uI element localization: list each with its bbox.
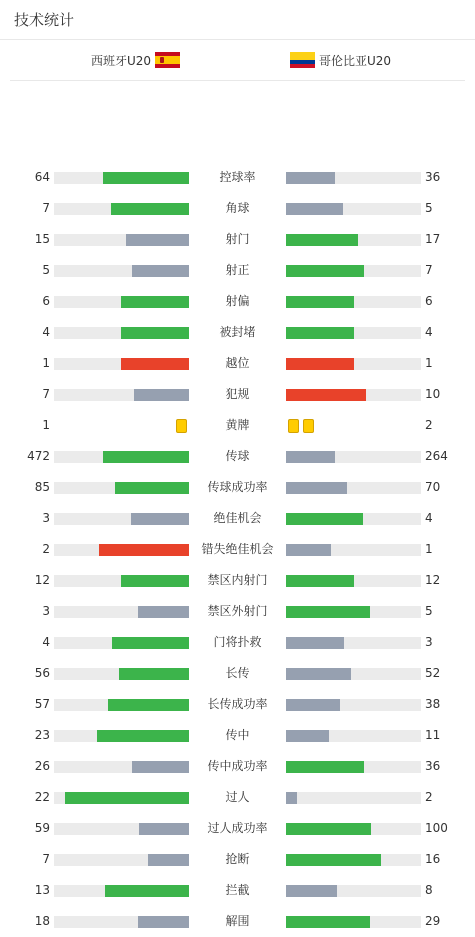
home-bar-track [54, 606, 189, 618]
home-bar-track [54, 296, 189, 308]
away-value: 100 [425, 821, 448, 835]
home-value: 3 [42, 511, 50, 525]
stat-row [0, 348, 475, 379]
home-bar-fill [103, 451, 189, 463]
away-value: 70 [425, 480, 441, 494]
away-value: 12 [425, 573, 441, 587]
home-bar-fill [121, 575, 189, 587]
away-value: 5 [425, 604, 433, 618]
home-value: 59 [34, 821, 50, 835]
away-bar-track [286, 792, 421, 804]
stat-label: 传中成功率 [207, 759, 268, 773]
away-bar-track [286, 730, 421, 742]
away-bar-fill [286, 203, 343, 215]
home-value: 15 [34, 232, 50, 246]
away-bar-track [286, 389, 421, 401]
away-bar-track [286, 668, 421, 680]
stat-label: 射偏 [225, 294, 250, 308]
stat-row [0, 627, 475, 658]
stat-row [0, 162, 475, 193]
away-bar-track [286, 513, 421, 525]
away-bar-fill [286, 296, 354, 308]
home-value: 2 [42, 542, 50, 556]
away-bar-fill [286, 916, 370, 928]
away-bar-track [286, 451, 421, 463]
home-value: 56 [34, 666, 50, 680]
home-bar-fill [108, 699, 189, 711]
away-bar-fill [286, 172, 335, 184]
stat-label: 禁区外射门 [207, 604, 268, 618]
away-bar-fill [286, 668, 351, 680]
home-value: 26 [34, 759, 50, 773]
away-bar-fill [286, 544, 331, 556]
yellow-card-icon [288, 419, 299, 433]
stat-label: 过人成功率 [207, 821, 268, 835]
away-bar-track [286, 172, 421, 184]
away-bar-fill [286, 451, 335, 463]
home-bar-fill [132, 761, 189, 773]
away-value: 1 [425, 542, 433, 556]
home-bar-track [54, 730, 189, 742]
home-bar-track [54, 234, 189, 246]
stat-label: 越位 [225, 356, 250, 370]
home-value: 3 [42, 604, 50, 618]
home-value: 64 [34, 170, 50, 184]
home-bar-track [54, 823, 189, 835]
home-bar-fill [119, 668, 189, 680]
home-value: 85 [34, 480, 50, 494]
away-value: 38 [425, 697, 441, 711]
home-value: 472 [27, 449, 50, 463]
away-bar-track [286, 544, 421, 556]
home-bar-fill [131, 513, 189, 525]
stat-label: 抢断 [225, 852, 250, 866]
stat-label: 射正 [225, 263, 250, 277]
away-value: 16 [425, 852, 441, 866]
home-value: 4 [42, 325, 50, 339]
home-bar-fill [121, 327, 189, 339]
stat-label: 控球率 [219, 170, 256, 184]
home-value: 7 [42, 201, 50, 215]
stat-row [0, 689, 475, 720]
stat-row [0, 534, 475, 565]
home-bar-track [54, 575, 189, 587]
away-value: 2 [425, 790, 433, 804]
away-bar-fill [286, 389, 366, 401]
away-bar-fill [286, 265, 364, 277]
home-bar-fill [103, 172, 189, 184]
stat-label: 绝佳机会 [213, 511, 262, 525]
away-bar-track [286, 854, 421, 866]
home-bar-track [54, 916, 189, 928]
away-bar-fill [286, 637, 344, 649]
stat-row [0, 751, 475, 782]
home-value: 12 [34, 573, 50, 587]
home-bar-track [54, 761, 189, 773]
stat-row [0, 441, 475, 472]
home-value: 1 [42, 418, 50, 432]
stat-row [0, 286, 475, 317]
stat-label: 过人 [225, 790, 250, 804]
spain-flag-icon [155, 52, 180, 68]
home-bar-fill [111, 203, 189, 215]
home-yellow-cards [174, 419, 189, 433]
home-bar-fill [121, 296, 189, 308]
home-bar-track [54, 172, 189, 184]
away-value: 6 [425, 294, 433, 308]
home-value: 18 [34, 914, 50, 928]
home-bar-track [54, 668, 189, 680]
home-value: 23 [34, 728, 50, 742]
teams-header [10, 40, 465, 81]
home-bar-fill [139, 823, 189, 835]
away-value: 17 [425, 232, 441, 246]
away-bar-fill [286, 761, 364, 773]
away-bar-fill [286, 730, 329, 742]
home-value: 57 [34, 697, 50, 711]
away-bar-fill [286, 885, 337, 897]
away-value: 8 [425, 883, 433, 897]
away-team-name: 哥伦比亚U20 [319, 53, 392, 68]
away-value: 4 [425, 325, 433, 339]
away-bar-fill [286, 699, 340, 711]
home-bar-track [54, 637, 189, 649]
home-team-name: 西班牙U20 [90, 53, 151, 68]
home-bar-track [54, 358, 189, 370]
home-bar-fill [105, 885, 189, 897]
home-value: 1 [42, 356, 50, 370]
stat-label: 被封堵 [219, 325, 256, 339]
away-bar-track [286, 575, 421, 587]
away-bar-track [286, 234, 421, 246]
stat-label: 拦截 [225, 883, 250, 897]
away-bar-fill [286, 327, 354, 339]
away-bar-fill [286, 234, 358, 246]
stat-row [0, 379, 475, 410]
away-bar-track [286, 358, 421, 370]
home-bar-fill [112, 637, 189, 649]
away-bar-track [286, 265, 421, 277]
home-bar-fill [126, 234, 189, 246]
away-value: 264 [425, 449, 448, 463]
away-value: 29 [425, 914, 441, 928]
home-value: 7 [42, 387, 50, 401]
stat-label: 门将扑救 [213, 635, 262, 649]
stat-row [0, 317, 475, 348]
home-value: 5 [42, 263, 50, 277]
away-value: 36 [425, 170, 441, 184]
home-bar-track [54, 482, 189, 494]
home-bar-fill [121, 358, 189, 370]
away-bar-track [286, 699, 421, 711]
stat-label: 长传成功率 [207, 697, 268, 711]
away-value: 5 [425, 201, 433, 215]
home-bar-track [54, 513, 189, 525]
away-team [290, 40, 391, 80]
home-bar-fill [115, 482, 189, 494]
home-bar-fill [138, 916, 189, 928]
home-bar-track [54, 389, 189, 401]
stat-label: 错失绝佳机会 [201, 542, 274, 556]
colombia-flag-icon [290, 52, 315, 68]
away-bar-fill [286, 575, 354, 587]
away-value: 52 [425, 666, 441, 680]
away-value: 4 [425, 511, 433, 525]
home-bar-track [54, 327, 189, 339]
stat-row [0, 224, 475, 255]
home-team [91, 40, 180, 80]
home-value: 7 [42, 852, 50, 866]
away-bar-track [286, 823, 421, 835]
home-bar-track [54, 792, 189, 804]
away-bar-fill [286, 513, 363, 525]
away-yellow-cards [286, 419, 316, 433]
away-bar-track [286, 327, 421, 339]
away-bar-track [286, 885, 421, 897]
home-value: 6 [42, 294, 50, 308]
away-bar-fill [286, 606, 370, 618]
stat-label: 解围 [225, 914, 250, 928]
away-bar-track [286, 761, 421, 773]
home-bar-track [54, 544, 189, 556]
stat-label: 角球 [225, 201, 250, 215]
away-bar-track [286, 203, 421, 215]
stat-label: 黄牌 [225, 418, 250, 432]
stat-label: 传球 [225, 449, 250, 463]
away-bar-fill [286, 482, 347, 494]
home-bar-track [54, 265, 189, 277]
away-bar-track [286, 482, 421, 494]
away-value: 3 [425, 635, 433, 649]
stat-row [0, 596, 475, 627]
stat-row [0, 658, 475, 689]
stat-row [0, 720, 475, 751]
stat-row [0, 565, 475, 596]
home-bar-fill [134, 389, 189, 401]
stat-label: 射门 [225, 232, 250, 246]
away-bar-fill [286, 823, 371, 835]
home-bar-track [54, 203, 189, 215]
home-bar-fill [97, 730, 189, 742]
away-value: 7 [425, 263, 433, 277]
stat-row [0, 844, 475, 875]
home-bar-fill [132, 265, 189, 277]
stat-row [0, 255, 475, 286]
yellow-card-icon [303, 419, 314, 433]
home-bar-track [54, 885, 189, 897]
stat-row [0, 193, 475, 224]
stat-row [0, 875, 475, 906]
home-value: 22 [34, 790, 50, 804]
away-bar-track [286, 637, 421, 649]
stat-row [0, 472, 475, 503]
home-bar-fill [65, 792, 189, 804]
stat-label: 禁区内射门 [207, 573, 268, 587]
away-value: 10 [425, 387, 441, 401]
home-bar-fill [138, 606, 189, 618]
home-bar-track [54, 699, 189, 711]
home-bar-fill [148, 854, 189, 866]
away-value: 36 [425, 759, 441, 773]
stat-row [0, 782, 475, 813]
away-bar-track [286, 606, 421, 618]
away-bar-fill [286, 358, 354, 370]
away-bar-fill [286, 792, 297, 804]
header [0, 0, 475, 40]
away-bar-fill [286, 854, 381, 866]
stat-row [0, 410, 475, 441]
home-value: 4 [42, 635, 50, 649]
yellow-card-icon [176, 419, 187, 433]
stat-row [0, 813, 475, 844]
away-value: 2 [425, 418, 433, 432]
away-value: 11 [425, 728, 441, 742]
away-bar-track [286, 916, 421, 928]
stat-label: 传球成功率 [207, 480, 268, 494]
stat-row [0, 906, 475, 937]
page-title: 技术统计 [14, 11, 75, 29]
stat-label: 传中 [225, 728, 250, 742]
stat-row [0, 503, 475, 534]
away-value: 1 [425, 356, 433, 370]
stat-label: 犯规 [225, 387, 250, 401]
away-bar-track [286, 296, 421, 308]
home-bar-fill [99, 544, 189, 556]
home-bar-track [54, 451, 189, 463]
home-bar-track [54, 854, 189, 866]
stat-label: 长传 [225, 666, 250, 680]
home-value: 13 [34, 883, 50, 897]
